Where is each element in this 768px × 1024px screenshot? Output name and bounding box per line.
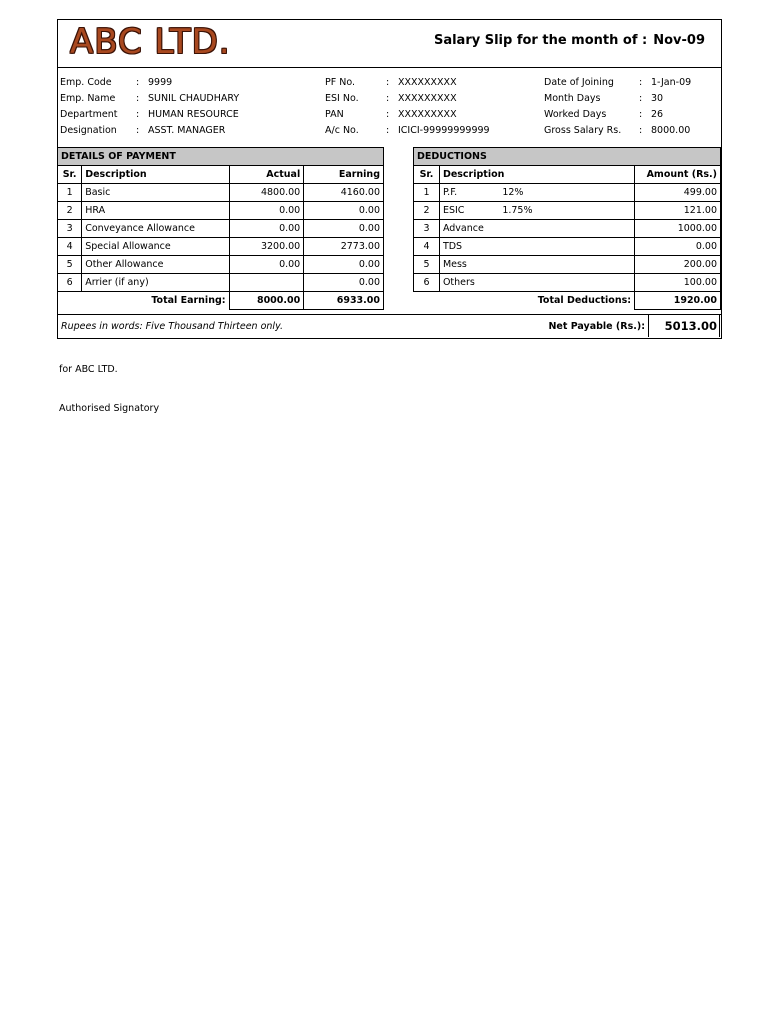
- cell-amount: 100.00: [635, 274, 721, 292]
- cell-description: Other Allowance: [82, 256, 229, 274]
- info-row: [325, 75, 490, 91]
- col-header-description: Description: [82, 166, 229, 184]
- info-row: [325, 91, 490, 107]
- cell-earning: 4160.00: [304, 184, 384, 202]
- slip-title: [428, 33, 705, 48]
- cell-rate: [499, 238, 634, 256]
- col-header-amount: Amount (Rs.): [635, 166, 721, 184]
- table-row: [414, 202, 721, 220]
- total-earning: 6933.00: [304, 292, 384, 310]
- cell-sr: 2: [58, 202, 82, 220]
- info-colon: :: [639, 93, 643, 104]
- employee-info-left: [60, 75, 239, 139]
- cell-earning: 2773.00: [304, 238, 384, 256]
- cell-earning: 0.00: [304, 256, 384, 274]
- total-actual: 8000.00: [229, 292, 304, 310]
- slip-title-text: Salary Slip for the month of :: [433, 33, 648, 48]
- total-row: [414, 292, 721, 310]
- info-value: HUMAN RESOURCE: [148, 109, 239, 120]
- table-row: [58, 220, 384, 238]
- info-row: [544, 107, 691, 123]
- slip-header: [58, 20, 721, 68]
- col-header-sr: Sr.: [414, 166, 440, 184]
- info-label: Date of Joining: [544, 77, 614, 88]
- table-row: [414, 274, 721, 292]
- cell-description: Advance: [439, 220, 499, 238]
- cell-amount: 1000.00: [635, 220, 721, 238]
- cell-amount: 121.00: [635, 202, 721, 220]
- company-logo: ABC LTD.: [70, 22, 231, 62]
- slip-month: Nov-09: [653, 33, 705, 48]
- info-label: A/c No.: [325, 125, 359, 136]
- payment-section-title: DETAILS OF PAYMENT: [58, 148, 384, 166]
- cell-rate: [499, 256, 634, 274]
- cell-earning: 0.00: [304, 202, 384, 220]
- info-value: ASST. MANAGER: [148, 125, 226, 136]
- cell-sr: 4: [58, 238, 82, 256]
- cell-description: Arrier (if any): [82, 274, 229, 292]
- cell-sr: 3: [414, 220, 440, 238]
- cell-description: Special Allowance: [82, 238, 229, 256]
- info-label: Department: [60, 109, 118, 120]
- table-row: [414, 256, 721, 274]
- employee-info-right: [544, 75, 691, 139]
- spacer-cell: [58, 292, 82, 310]
- cell-rate: 1.75%: [499, 202, 634, 220]
- info-label: PF No.: [325, 77, 355, 88]
- section-header-row: [414, 148, 721, 166]
- info-row: [325, 107, 490, 123]
- info-row: [60, 123, 239, 139]
- cell-description: HRA: [82, 202, 229, 220]
- cell-sr: 2: [414, 202, 440, 220]
- cell-sr: 4: [414, 238, 440, 256]
- info-label: PAN: [325, 109, 344, 120]
- cell-sr: 3: [58, 220, 82, 238]
- info-colon: :: [136, 109, 140, 120]
- net-payable-value: 5013.00: [648, 315, 720, 337]
- cell-sr: 1: [58, 184, 82, 202]
- rupees-in-words: Rupees in words: Five Thousand Thirteen only.: [61, 321, 283, 332]
- info-colon: :: [386, 125, 390, 136]
- info-colon: :: [386, 109, 390, 120]
- authorised-signatory: Authorised Signatory: [59, 403, 160, 414]
- info-colon: :: [136, 77, 140, 88]
- employee-info-middle: [325, 75, 490, 139]
- cell-sr: 6: [414, 274, 440, 292]
- spacer-cell: [414, 292, 440, 310]
- info-row: [544, 123, 691, 139]
- info-label: Emp. Code: [60, 77, 112, 88]
- info-row: [60, 75, 239, 91]
- cell-sr: 5: [58, 256, 82, 274]
- info-label: Emp. Name: [60, 93, 116, 104]
- table-row: [414, 184, 721, 202]
- deductions-table: [413, 147, 721, 310]
- cell-actual: 4800.00: [229, 184, 304, 202]
- total-deductions-label: Total Deductions:: [537, 295, 632, 307]
- info-value: XXXXXXXXX: [398, 93, 457, 104]
- info-value: XXXXXXXXX: [398, 109, 457, 120]
- info-value: SUNIL CHAUDHARY: [148, 93, 240, 104]
- info-row: [60, 91, 239, 107]
- col-header-actual: Actual: [229, 166, 304, 184]
- info-row: [544, 91, 691, 107]
- table-row: [58, 202, 384, 220]
- info-value: 8000.00: [651, 125, 691, 136]
- total-deductions: 1920.00: [635, 292, 721, 310]
- cell-actual: [229, 274, 304, 292]
- table-row: [414, 220, 721, 238]
- cell-earning: 0.00: [304, 274, 384, 292]
- info-value: 9999: [148, 77, 173, 88]
- cell-actual: 0.00: [229, 256, 304, 274]
- info-value: 26: [651, 109, 664, 120]
- info-value: ICICI-99999999999: [398, 125, 490, 136]
- info-row: [325, 123, 490, 139]
- info-colon: :: [639, 125, 643, 136]
- table-row: [58, 256, 384, 274]
- cell-description: ESIC: [439, 202, 499, 220]
- cell-amount: 0.00: [635, 238, 721, 256]
- info-colon: :: [136, 93, 140, 104]
- cell-description: Basic: [82, 184, 229, 202]
- cell-earning: 0.00: [304, 220, 384, 238]
- info-label: Worked Days: [544, 109, 607, 120]
- col-header-earning: Earning: [304, 166, 384, 184]
- cell-rate: [499, 220, 634, 238]
- info-colon: :: [386, 93, 390, 104]
- cell-sr: 5: [414, 256, 440, 274]
- cell-rate: [499, 274, 634, 292]
- total-row: [58, 292, 384, 310]
- info-colon: :: [639, 109, 643, 120]
- cell-description: Mess: [439, 256, 499, 274]
- cell-description: Others: [439, 274, 499, 292]
- cell-description: P.F.: [439, 184, 499, 202]
- info-label: ESI No.: [325, 93, 359, 104]
- info-colon: :: [386, 77, 390, 88]
- cell-amount: 200.00: [635, 256, 721, 274]
- info-value: XXXXXXXXX: [398, 77, 457, 88]
- table-row: [58, 274, 384, 292]
- info-label: Gross Salary Rs.: [544, 125, 622, 136]
- table-row: [414, 238, 721, 256]
- cell-sr: 6: [58, 274, 82, 292]
- info-row: [544, 75, 691, 91]
- table-row: [58, 184, 384, 202]
- cell-description: Conveyance Allowance: [82, 220, 229, 238]
- col-header-sr: Sr.: [58, 166, 82, 184]
- table-row: [58, 238, 384, 256]
- cell-sr: 1: [414, 184, 440, 202]
- table-header-row: [58, 166, 384, 184]
- cell-amount: 499.00: [635, 184, 721, 202]
- info-colon: :: [136, 125, 140, 136]
- deductions-section-title: DEDUCTIONS: [414, 148, 721, 166]
- info-value: 1-Jan-09: [651, 77, 692, 88]
- cell-description: TDS: [439, 238, 499, 256]
- cell-actual: 0.00: [229, 220, 304, 238]
- col-header-description: Description: [439, 166, 634, 184]
- summary-divider: [58, 314, 721, 315]
- info-label: Month Days: [544, 93, 601, 104]
- for-company: for ABC LTD.: [59, 364, 118, 375]
- net-payable-label: Net Payable (Rs.):: [548, 321, 645, 332]
- info-label: Designation: [60, 125, 117, 136]
- cell-actual: 3200.00: [229, 238, 304, 256]
- section-header-row: [58, 148, 384, 166]
- total-earning-label: Total Earning:: [151, 295, 226, 307]
- salary-slip: [57, 19, 722, 339]
- cell-rate: 12%: [499, 184, 634, 202]
- info-value: 30: [651, 93, 664, 104]
- table-header-row: [414, 166, 721, 184]
- cell-actual: 0.00: [229, 202, 304, 220]
- info-colon: :: [639, 77, 643, 88]
- info-row: [60, 107, 239, 123]
- payment-table: [57, 147, 384, 310]
